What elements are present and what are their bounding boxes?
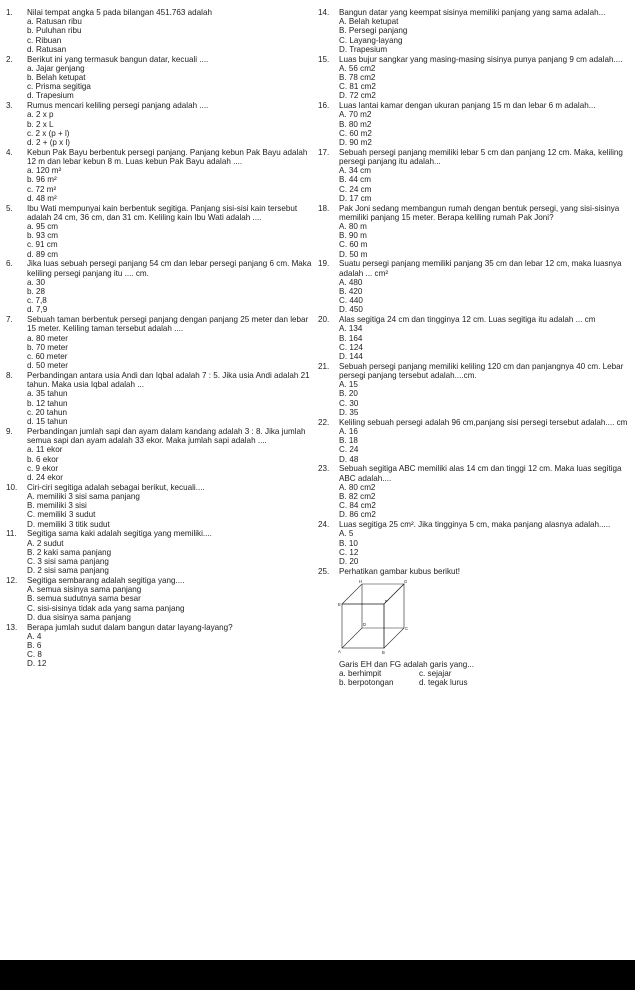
answer-option[interactable]: B. 2 kaki sama panjang [27,547,112,557]
answer-option[interactable]: b. 96 m² [27,175,57,185]
answer-option[interactable]: C. 24 cm [339,184,372,194]
question-number: 6. [6,259,13,269]
question-16 [318,101,630,147]
question-number: 22. [318,417,330,427]
question-text: Sebuah persegi panjang memiliki lebar 5 cm dan panjang 12 cm. Maka, keliling persegi panjang itu adalah... [339,147,623,167]
question-text: Jika luas sebuah persegi panjang 54 cm dan lebar persegi panjang 6 cm. Maka keliling persegi panjang itu .... cm. [27,259,312,278]
answer-option[interactable]: c. 7,8 [27,296,47,306]
answer-option[interactable]: D. 50 m [339,249,368,259]
answer-option[interactable]: c. 91 cm [27,240,58,250]
answer-option[interactable]: A. 80 m [339,222,367,232]
answer-options [27,389,316,426]
question-number: 18. [318,203,330,213]
answer-option[interactable]: b. Belah ketupat [27,73,86,83]
answer-option[interactable]: b. 2 x L [27,119,54,129]
question-number: 13. [6,622,18,632]
answer-option[interactable]: a. 35 tahun [27,389,68,399]
answer-options [339,669,630,687]
answer-options [339,110,630,147]
answer-options [27,17,316,54]
answer-option[interactable]: A. 70 m2 [339,110,372,120]
answer-option[interactable]: B. 80 m2 [339,119,372,129]
cube-figure [338,578,408,660]
answer-option[interactable]: C. 81 cm2 [339,82,376,92]
answer-option[interactable]: a. 30 [27,277,46,287]
answer-options [27,632,316,669]
question-text: Berikut ini yang termasuk bangun datar, kecuali .... [27,54,209,64]
answer-options [27,585,316,622]
question-9 [6,427,316,482]
answer-option[interactable]: C. 12 [339,547,359,557]
right-question-list [318,8,630,566]
question-7 [6,315,316,370]
question-22 [318,418,630,464]
question-21 [318,362,630,417]
question-17 [318,148,630,203]
question-8 [6,371,316,426]
question-text: Luas bujur sangkar yang masing-masing sisinya punya panjang 9 cm adalah.... [339,54,623,64]
question-text: Suatu persegi panjang memiliki panjang 35 cm dan lebar 12 cm, maka luasnya adalah ... cm² [339,259,622,278]
question-number: 2. [6,54,13,64]
answer-option[interactable]: C. 3 sisi sama panjang [27,556,109,566]
answer-options [27,278,316,315]
answer-option[interactable]: B. 18 [339,436,358,446]
answer-option[interactable]: D. 2 sisi sama panjang [27,566,109,576]
question-text: Kebun Pak Bayu berbentuk persegi panjang. Panjang kebun Pak Bayu adalah 12 m dan lebar kebun 8 m. Luas kebun Pak Bayu adalah .... [27,147,308,167]
question-number: 12. [6,575,18,585]
cube-hidden-edge-da [342,628,362,648]
answer-option[interactable]: A. 5 [339,529,354,539]
question-18 [318,204,630,259]
question-number: 16. [318,101,330,111]
question-text: Nilai tempat angka 5 pada bilangan 451.763 adalah [27,8,212,17]
answer-option[interactable]: a. Ratusan ribu [27,17,82,27]
answer-option[interactable]: D. dua sisinya sama panjang [27,612,131,622]
answer-option[interactable]: C. 24 [339,445,359,455]
question-23 [318,464,630,519]
question-text: Segitiga sama kaki adalah segitiga yang memiliki.... [27,529,212,539]
question-text: Perbandingan antara usia Andi dan Iqbal adalah 7 : 5. Jika usia Andi adalah 21 tahun. Maka usia Iqbal adalah ... [27,371,310,390]
cube-label-h: H [359,578,363,584]
answer-option[interactable]: B. 44 cm [339,175,371,185]
question-text: Perbandingan jumlah sapi dan ayam dalam kandang adalah 3 : 8. Jika jumlah semua sapi dan ayam adalah 33 ekor. Maka jumlah sapi adalah .... [27,426,306,446]
answer-option[interactable]: D. Trapesium [339,44,388,54]
answer-option[interactable]: C. 8 [27,650,42,660]
answer-options [339,380,630,417]
answer-option[interactable]: a. 2 x p [27,110,54,120]
answer-option[interactable]: b. 12 tahun [27,398,68,408]
answer-option[interactable]: A. semua sisinya sama panjang [27,585,142,595]
question-number: 14. [318,8,330,17]
question-2 [6,55,316,101]
answer-option[interactable]: a. 80 meter [27,333,68,343]
right-column [318,8,630,688]
answer-option[interactable]: C. Layang-layang [339,35,403,45]
answer-option[interactable]: A. 4 [27,631,42,641]
answer-option[interactable]: B. 78 cm2 [339,73,376,83]
question-text: Bangun datar yang keempat sisinya memiliki panjang yang sama adalah... [339,8,606,17]
answer-option[interactable]: C. 124 [339,342,363,352]
answer-option[interactable]: c. 20 tahun [27,407,68,417]
question-10 [6,483,316,529]
answer-option[interactable]: C. 84 cm2 [339,501,376,511]
answer-option[interactable]: a. 95 cm [27,222,59,232]
answer-option[interactable]: C. sisi-sisinya tidak ada yang sama panjang [27,603,185,613]
answer-option[interactable]: A. 2 sudut [27,538,64,548]
answer-option[interactable]: D. memiliki 3 titik sudut [27,519,110,529]
question-text: Pak Joni sedang membangun rumah dengan bentuk persegi, yang sisi-sisinya memiliki panjang 15 meter. Berapa keliling rumah Pak Joni? [339,203,620,222]
answer-option[interactable]: B. 90 m [339,231,367,241]
cube-label-a: A [338,648,341,654]
answer-option[interactable]: B. 10 [339,538,358,548]
question-text: Segitiga sembarang adalah segitiga yang.... [27,575,185,585]
question-text: Ibu Wati mempunyai kain berbentuk segitiga. Panjang sisi-sisi kain tersebut adalah 24 cm, 36 cm, dan 31 cm. Keliling kain Ibu Wati adalah .... [27,203,298,222]
answer-options [339,529,630,566]
answer-options [27,492,316,529]
answer-option[interactable]: C. 30 [339,398,359,408]
answer-option[interactable]: d. Ratusan [27,44,67,54]
answer-options [27,539,316,576]
answer-options [339,222,630,259]
question-number: 5. [6,203,13,213]
question-number: 25. [318,566,330,576]
answer-options [339,427,630,464]
answer-option[interactable]: b. Puluhan ribu [27,26,82,36]
answer-option[interactable]: a. 11 ekor [27,445,63,455]
question-number: 7. [6,315,13,325]
answer-option[interactable]: A. Belah ketupat [339,17,399,27]
question-4 [6,148,316,203]
answer-option[interactable]: D. 90 m2 [339,138,372,148]
answer-option[interactable]: B. 6 [27,640,42,650]
question-text: Sebuah segitiga ABC memiliki alas 14 cm dan tinggi 12 cm. Maka luas segitiga ABC adalah.... [339,464,622,483]
answer-options [339,64,630,101]
answer-option[interactable]: C. 440 [339,296,363,306]
question-15 [318,55,630,101]
answer-option[interactable]: b. 70 meter [27,342,68,352]
answer-option[interactable]: A. 16 [339,426,358,436]
answer-option[interactable]: A. 80 cm2 [339,482,376,492]
question-prompt: Garis EH dan FG adalah garis yang... [339,659,474,669]
question-14 [318,8,630,54]
answer-option[interactable]: C. memiliki 3 sudut [27,510,96,520]
answer-option[interactable]: b. 28 [27,287,46,297]
answer-option[interactable]: D. 144 [339,352,363,362]
question-text: Berapa jumlah sudut dalam bangun datar layang-layang? [27,622,233,632]
question-text: Sebuah persegi panjang memiliki keliling 120 cm dan panjangnya 40 cm. Lebar persegi panjang tersebut adalah....cm. [339,361,624,381]
question-text: Perhatikan gambar kubus berikut! [339,566,461,576]
question-number: 24. [318,520,330,530]
answer-option[interactable]: a. Jajar genjang [27,63,85,73]
question-text: Sebuah taman berbentuk persegi panjang dengan panjang 25 meter dan lebar 15 meter. Keliling taman tersebut adalah .... [27,315,309,334]
question-number: 4. [6,147,13,157]
answer-option[interactable]: a. 120 m² [27,166,62,176]
answer-option[interactable]: d. 15 tahun [27,417,68,427]
answer-option[interactable]: A. 134 [339,324,363,334]
question-text: Rumus mencari keliling persegi panjang adalah .... [27,101,209,111]
question-number: 8. [6,371,13,381]
answer-options [27,110,316,147]
answer-options [339,278,630,315]
answer-options [339,166,630,203]
cube-label-d: D [363,621,367,627]
cube-label-g: G [404,578,408,584]
question-20 [318,315,630,361]
answer-option[interactable]: B. 420 [339,287,363,297]
question-number: 3. [6,101,13,111]
answer-option[interactable]: b. 6 ekor [27,454,59,464]
answer-option[interactable]: C. 60 m2 [339,128,372,138]
answer-option[interactable]: B. memiliki 3 sisi [27,501,87,511]
answer-option[interactable]: c. Prisma segitiga [27,82,91,92]
question-number: 1. [6,8,13,17]
answer-option[interactable]: B. 164 [339,333,363,343]
answer-options [27,222,316,259]
question-3 [6,101,316,147]
answer-options [27,64,316,101]
question-number: 19. [318,259,330,269]
answer-option[interactable]: c. Ribuan [27,35,62,45]
answer-option[interactable]: D. 48 [339,454,359,464]
answer-option[interactable]: c. 72 m² [27,184,57,194]
answer-option[interactable]: d. 24 ekor [27,472,63,482]
question-number: 21. [318,361,330,371]
answer-option[interactable]: B. Persegi panjang [339,26,408,36]
answer-option[interactable]: c. sejajar [419,669,452,679]
answer-option[interactable]: C. 60 m [339,240,368,250]
answer-option[interactable]: D. 20 [339,556,359,566]
cube-label-f: F [385,598,388,604]
answer-option[interactable]: D. 450 [339,305,363,315]
cube-label-b: B [382,649,385,655]
answer-option[interactable]: d. 2 + (p x l) [27,138,70,148]
left-column [6,8,316,669]
question-number: 9. [6,426,13,436]
answer-option[interactable]: c. 9 ekor [27,463,59,473]
question-5 [6,204,316,259]
question-number: 17. [318,147,330,157]
answer-option[interactable]: a. berhimpit [339,669,382,679]
answer-option[interactable]: D. 12 [27,659,47,669]
question-1 [6,8,316,54]
question-number: 15. [318,54,330,64]
answer-option[interactable]: d. 89 cm [27,249,59,259]
answer-option[interactable]: d. 48 m² [27,193,57,203]
answer-options [27,166,316,203]
answer-options [27,334,316,371]
question-number: 20. [318,315,330,325]
answer-option[interactable]: c. 60 meter [27,352,68,362]
answer-options [27,445,316,482]
answer-options [339,17,630,54]
cube-right-face [384,584,404,648]
question-number: 10. [6,482,18,492]
question-12 [6,576,316,622]
question-11 [6,529,316,575]
question-text: Keliling sebuah persegi adalah 96 cm,panjang sisi persegi tersebut adalah.... cm [339,417,628,427]
cube-label-c: C [405,625,408,631]
answer-option[interactable]: d. 7,9 [27,305,48,315]
answer-option[interactable]: d. Trapesium [27,91,74,101]
answer-option[interactable]: A. 15 [339,380,358,390]
answer-option[interactable]: B. semua sudutnya sama besar [27,594,141,604]
question-text: Ciri-ciri segitiga adalah sebagai berikut, kecuali.... [27,482,205,492]
question-13 [6,623,316,669]
bottom-black-bar [0,960,635,990]
answer-option[interactable]: D. 35 [339,407,359,417]
answer-option[interactable]: d. 50 meter [27,361,68,371]
answer-option[interactable]: D. 86 cm2 [339,510,376,520]
question-24 [318,520,630,566]
answer-option[interactable]: d. tegak lurus [419,678,468,688]
question-text: Luas segitiga 25 cm². Jika tingginya 5 cm, maka panjang alasnya adalah..... [339,520,611,530]
question-number: 23. [318,464,330,474]
answer-option[interactable]: b. berpotongan [339,678,394,688]
answer-option[interactable]: A. memiliki 3 sisi sama panjang [27,491,140,501]
answer-option[interactable]: B. 20 [339,389,358,399]
question-19 [318,259,630,314]
cube-label-e: E [338,601,341,607]
answer-option[interactable]: A. 480 [339,277,363,287]
answer-option[interactable]: c. 2 x (p + l) [27,128,70,138]
answer-option[interactable]: B. 82 cm2 [339,491,376,501]
answer-option[interactable]: D. 17 cm [339,193,372,203]
question-text: Alas segitiga 24 cm dan tingginya 12 cm. Luas segitiga itu adalah ... cm [339,315,596,325]
cube-top-face [342,584,404,604]
question-6 [6,259,316,314]
answer-option[interactable]: A. 34 cm [339,166,371,176]
question-number: 11. [6,529,17,539]
answer-option[interactable]: b. 93 cm [27,231,59,241]
answer-option[interactable]: D. 72 cm2 [339,91,376,101]
question-text: Luas lantai kamar dengan ukuran panjang 15 m dan lebar 6 m adalah... [339,101,596,111]
answer-option[interactable]: A. 56 cm2 [339,63,376,73]
answer-options [339,483,630,520]
answer-options [339,324,630,361]
question-25 [318,567,630,688]
